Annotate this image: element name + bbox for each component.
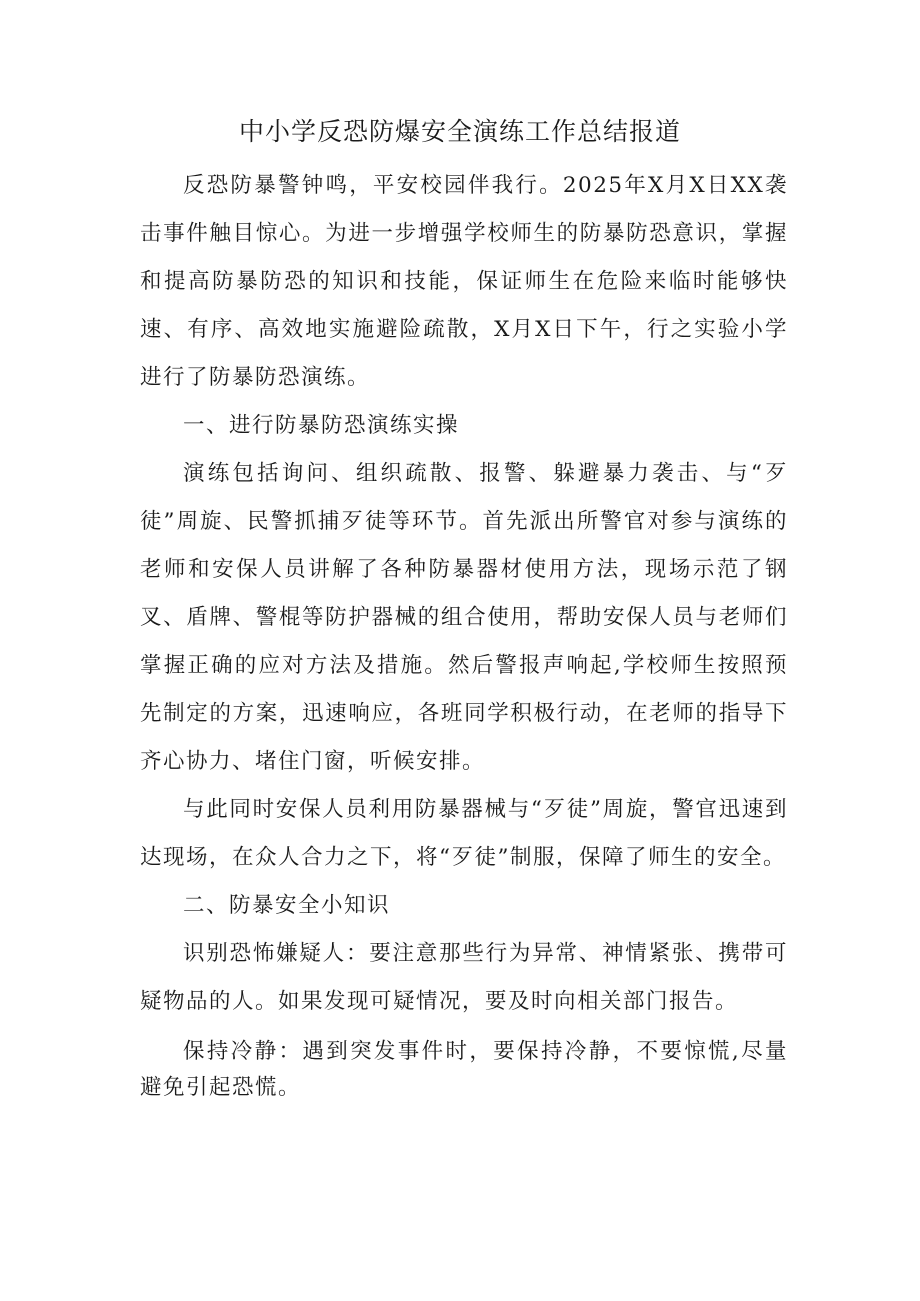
section-heading-1: 一、进行防暴防恐演练实操 <box>183 413 460 438</box>
section-heading-2: 二、防暴安全小知识 <box>183 893 391 918</box>
intro-paragraph: 反恐防暴警钟鸣，平安校园伴我行。2025年X月X日XX袭击事件触目惊心。为进一步增强学校师生的防暴防恐意识，掌握和提高防暴防恐的知识和技能，保证师生在危险来临时能够快速、有序、高效地实施避险疏散，X月X日下午，行之实验小学进行了防暴防恐演练。 <box>140 173 788 390</box>
tip-stay-calm: 保持冷静：遇到突发事件时，要保持冷静，不要惊慌,尽量避免引起恐慌。 <box>140 1039 788 1100</box>
document-body <box>140 162 788 1106</box>
tip-identify-suspects: 识别恐怖嫌疑人：要注意那些行为异常、神情紧张、携带可疑物品的人。如果发现可疑情况，要及时向相关部门报告。 <box>140 941 788 1014</box>
drill-description-paragraph: 演练包括询问、组织疏散、报警、躲避暴力袭击、与“歹徒”周旋、民警抓捕歹徒等环节。首先派出所警官对参与演练的老师和安保人员讲解了各种防暴器材使用方法，现场示范了钢叉、盾牌、警棍等防护器械的组合使用，帮助安保人员与老师们掌握正确的应对方法及措施。然后警报声响起,学校师生按照预先制定的方案，迅速响应，各班同学积极行动，在老师的指导下齐心协力、堵住门窗，听候安排。 <box>140 461 788 774</box>
security-response-paragraph: 与此同时安保人员利用防暴器械与“歹徒”周旋，警官迅速到达现场，在众人合力之下，将“歹徒”制服，保障了师生的安全。 <box>140 797 788 870</box>
document-title: 中小学反恐防爆安全演练工作总结报道 <box>238 117 681 146</box>
